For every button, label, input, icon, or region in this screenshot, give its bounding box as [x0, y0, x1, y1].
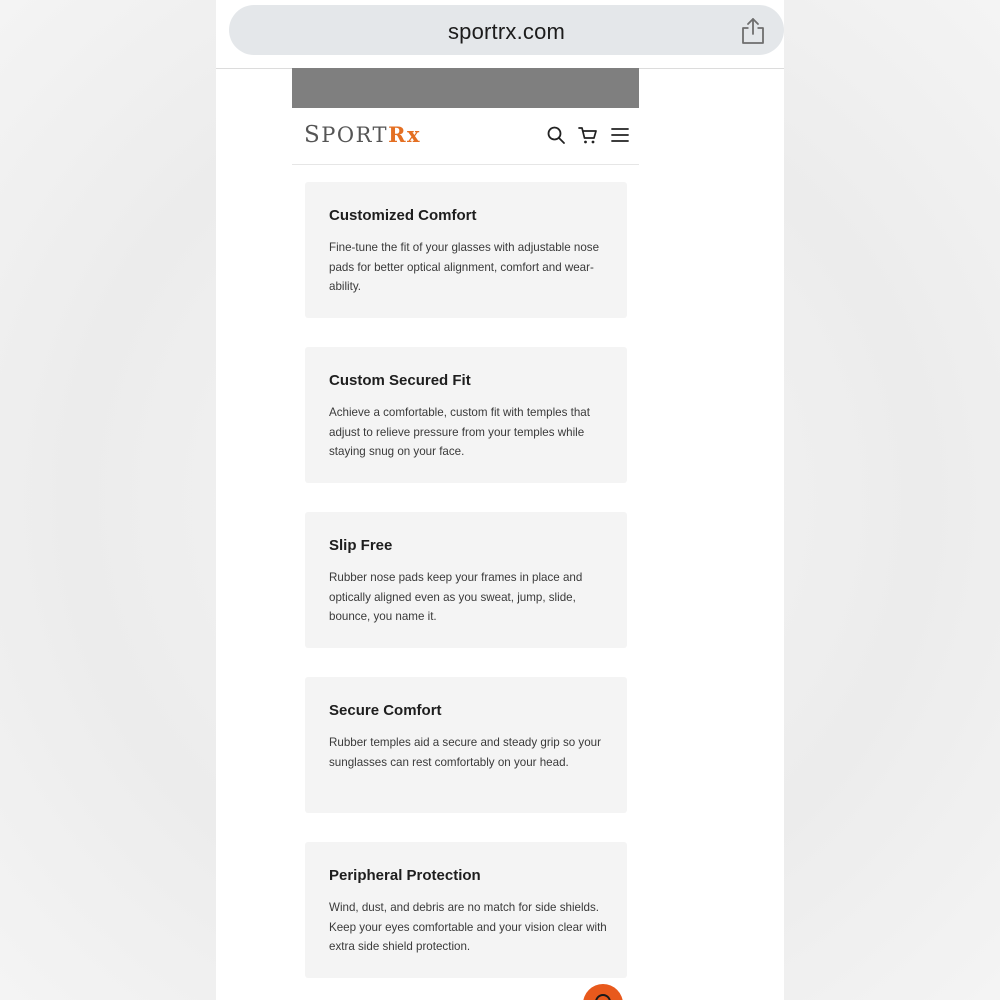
menu-icon[interactable] — [610, 125, 630, 145]
phone-screen — [216, 0, 784, 1000]
feature-card — [305, 347, 627, 483]
sportrx-logo[interactable]: SPORTRx — [304, 122, 422, 148]
search-icon[interactable] — [546, 125, 566, 145]
share-icon[interactable] — [740, 17, 766, 45]
url-text[interactable]: sportrx.com — [447, 19, 566, 44]
chat-icon — [594, 993, 612, 1000]
feature-card — [305, 512, 627, 648]
site-header — [292, 108, 639, 165]
feature-description: Rubber nose pads keep your frames in place and optically aligned even as you sweat, jump, slide, bounce, you name it. — [329, 571, 583, 623]
feature-title: Slip Free — [329, 537, 393, 554]
feature-description: Wind, dust, and debris are no match for side shields. Keep your eyes comfortable and your vision clear with extra side shield protection. — [329, 901, 607, 953]
feature-card — [305, 677, 627, 813]
feature-title: Peripheral Protection — [329, 867, 481, 884]
feature-title: Secure Comfort — [329, 702, 442, 719]
chat-button[interactable] — [583, 984, 623, 1000]
feature-description: Achieve a comfortable, custom fit with temples that adjust to relieve pressure from your temples while staying snug on your face. — [329, 406, 590, 458]
feature-title: Customized Comfort — [329, 207, 477, 224]
address-bar[interactable] — [229, 5, 784, 55]
promo-banner[interactable] — [292, 68, 639, 108]
site-content — [292, 68, 639, 1000]
feature-description: Fine-tune the fit of your glasses with adjustable nose pads for better optical alignment, comfort and wear-ability. — [329, 241, 600, 293]
feature-description: Rubber temples aid a secure and steady grip so your sunglasses can rest comfortably on your head. — [329, 736, 601, 769]
feature-card — [305, 182, 627, 318]
feature-card — [305, 842, 627, 978]
feature-title: Custom Secured Fit — [329, 372, 471, 389]
cart-icon[interactable] — [578, 125, 598, 145]
